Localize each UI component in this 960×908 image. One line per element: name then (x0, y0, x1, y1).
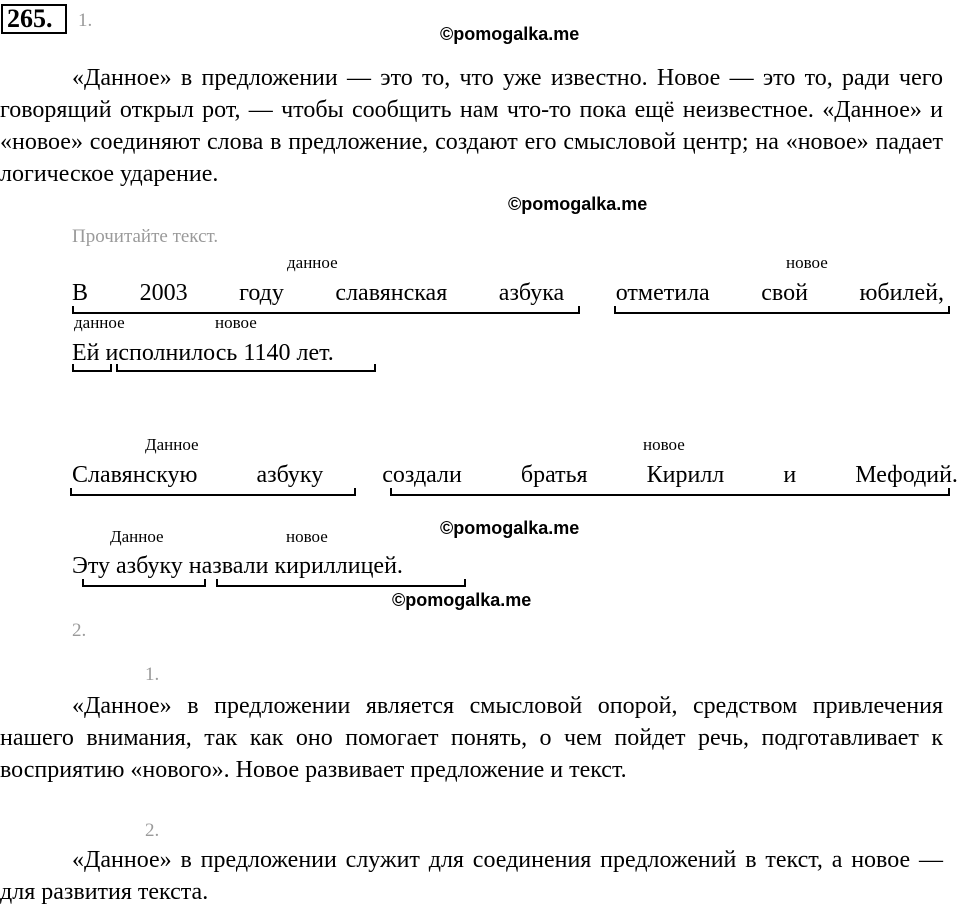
bracket-given (70, 488, 356, 496)
word: В (72, 280, 89, 306)
label-given: данное (287, 253, 338, 272)
word: юбилей, (859, 280, 944, 306)
sentence-4: Эту азбуку назвали кириллицей. (72, 553, 403, 579)
label-new: новое (215, 313, 257, 332)
sentence-3 (72, 460, 958, 490)
watermark: ©pomogalka.me (392, 590, 532, 610)
word: азбука (498, 280, 565, 306)
word: и (783, 462, 797, 488)
label-given: Данное (145, 435, 199, 454)
watermark: ©pomogalka.me (440, 518, 580, 538)
word: году (239, 280, 284, 306)
task-number: 265. (1, 4, 67, 34)
answer-1: «Данное» в предложении является смысловой опорой, средством привлечения нашего внимания, так как оно помогает понять, о чем пойдет речь, подготавливает к восприятию «нового». Новое развивает предложение и текст. (0, 693, 943, 783)
label-new: новое (286, 527, 328, 546)
label-given: данное (74, 313, 125, 332)
word: Кирилл (646, 462, 725, 488)
intro-paragraph: «Данное» в предложении — это то, что уже известно. Новое — это то, ради чего говорящий открыл рот, — чтобы сообщить нам что-то пока ещё неизвестное. «Данное» и «новое» соединяют слова в предложение, создают его смысловой центр; на «новое» падает логическое ударение. (0, 65, 943, 187)
word: свой (761, 280, 808, 306)
word: Славянскую (72, 462, 198, 488)
word: Мефодий. (855, 462, 958, 488)
word: азбуку (256, 462, 324, 488)
bracket-new (116, 364, 376, 372)
word: отметила (615, 280, 710, 306)
sentence-2: Ей исполнилось 1140 лет. (72, 340, 334, 366)
part1-marker: 1. (78, 10, 93, 31)
watermark: ©pomogalka.me (508, 194, 648, 214)
bracket-given (72, 364, 112, 372)
answer-2: «Данное» в предложении служит для соединения предложений в текст, а новое — для развития текста. (0, 847, 943, 905)
sentence-1 (72, 278, 944, 308)
answer2-marker: 2. (145, 820, 160, 841)
bracket-new (614, 306, 950, 314)
label-given: Данное (110, 527, 164, 546)
word: 2003 (139, 280, 188, 306)
bracket-new (390, 488, 950, 496)
word: создали (382, 462, 462, 488)
bracket-given (82, 579, 206, 587)
bracket-given (72, 306, 580, 314)
part2-marker: 2. (72, 620, 87, 641)
instruction: Прочитайте текст. (72, 226, 219, 247)
bracket-new (216, 579, 466, 587)
label-new: новое (786, 253, 828, 272)
answer1-marker: 1. (145, 664, 160, 685)
word: братья (520, 462, 588, 488)
word: славянская (335, 280, 448, 306)
label-new: новое (643, 435, 685, 454)
watermark: ©pomogalka.me (440, 24, 580, 44)
